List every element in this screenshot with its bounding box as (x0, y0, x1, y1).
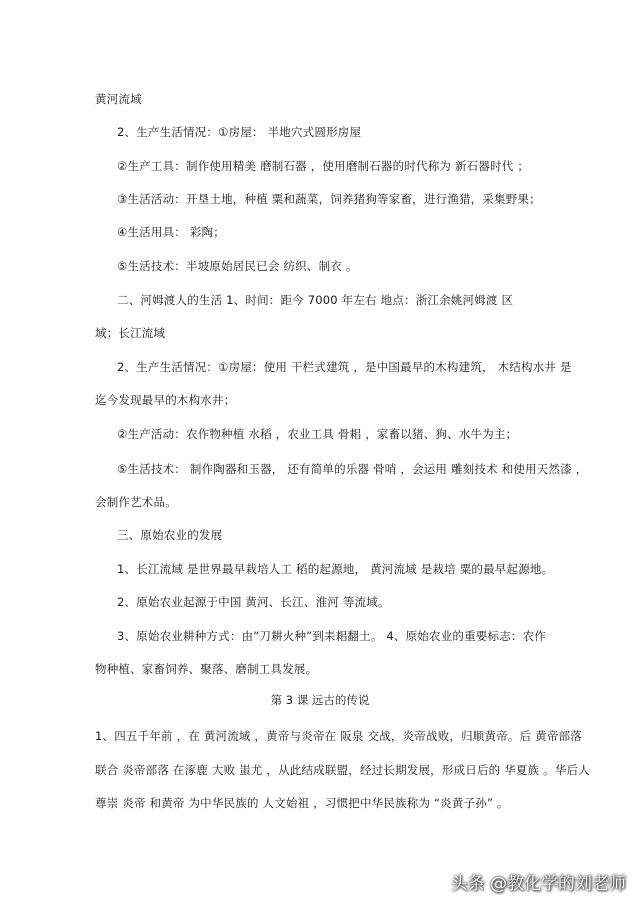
section-heading: 三、原始农业的发展 (117, 528, 223, 542)
text-line: 2、生产生活情况：①房屋：使用 干栏式建筑 ，是中国最早的木构建筑， 木结构水井 是 (117, 360, 572, 374)
text-line: 黄河流域 (95, 92, 142, 106)
text-line: ③生活活动：开垦土地，种植 粟和蔬菜，饲养猪狗等家畜，进行渔猎，采集野果； (117, 192, 541, 206)
text-line: ②生产工具：制作使用精美 磨制石器 ，使用磨制石器的时代称为 新石器时代 ； (117, 159, 530, 173)
text-line: ⑤生活技术： 制作陶器和玉器， 还有简单的乐器 骨哨 ，会运用 雕刻技术 和使用天然漆 ， (117, 462, 588, 476)
text-line: 迄今发现最早的木构水井； (95, 393, 236, 407)
watermark: 头条 @教化学的刘老师 (450, 874, 626, 894)
text-line: ②生产活动：农作物种植 水稻 ，农业工具 骨耜 ，家畜以猪、狗、水牛为主； (117, 427, 518, 441)
text-line: 联合 炎帝部落 在涿鹿 大败 蚩尤 ，从此结成联盟，经过长期发展，形成日后的 华夏族 。华后人 (95, 763, 590, 777)
text-line: 二、河姆渡人的生活 1、时间：距今 7000 年左右 地点：浙江余姚河姆渡 区 (117, 293, 514, 307)
text-line: 域；长江流域 (95, 326, 166, 340)
text-line: 物种植、家畜饲养、聚落、磨制工具发展。 (95, 662, 318, 676)
text-line: ④生活用具： 彩陶； (117, 225, 225, 239)
text-line: 3、原始农业耕种方式：由“刀耕火种”到耒耜翻土。 4、原始农业的重要标志：农作 (117, 629, 547, 643)
text-line: 2、原始农业起源于中国 黄河、长江、淮河 等流域。 (117, 595, 390, 609)
lesson-title: 第 3 课 远古的传说 (270, 693, 370, 707)
text-line: 尊崇 炎帝 和黄帝 为中华民族的 人文始祖 ，习惯把中华民族称为 “炎黄子孙” 。 (95, 796, 509, 810)
text-line: 1、四五千年前 ，在 黄河流域 ，黄帝与炎帝在 阪泉 交战，炎帝战败，归顺黄帝。后 黄帝部落 (95, 729, 582, 743)
text-line: 2、生产生活情况：①房屋： 半地穴式圆形房屋 (117, 125, 362, 139)
text-line: 会制作艺术品。 (95, 495, 177, 509)
text-line: 1、长江流域 是世界最早栽培人工 稻的起源地， 黄河流域 是栽培 粟的最早起源地。 (117, 562, 554, 576)
text-line: ⑤生活技术：半坡原始居民已会 纺织、制衣 。 (117, 259, 358, 273)
